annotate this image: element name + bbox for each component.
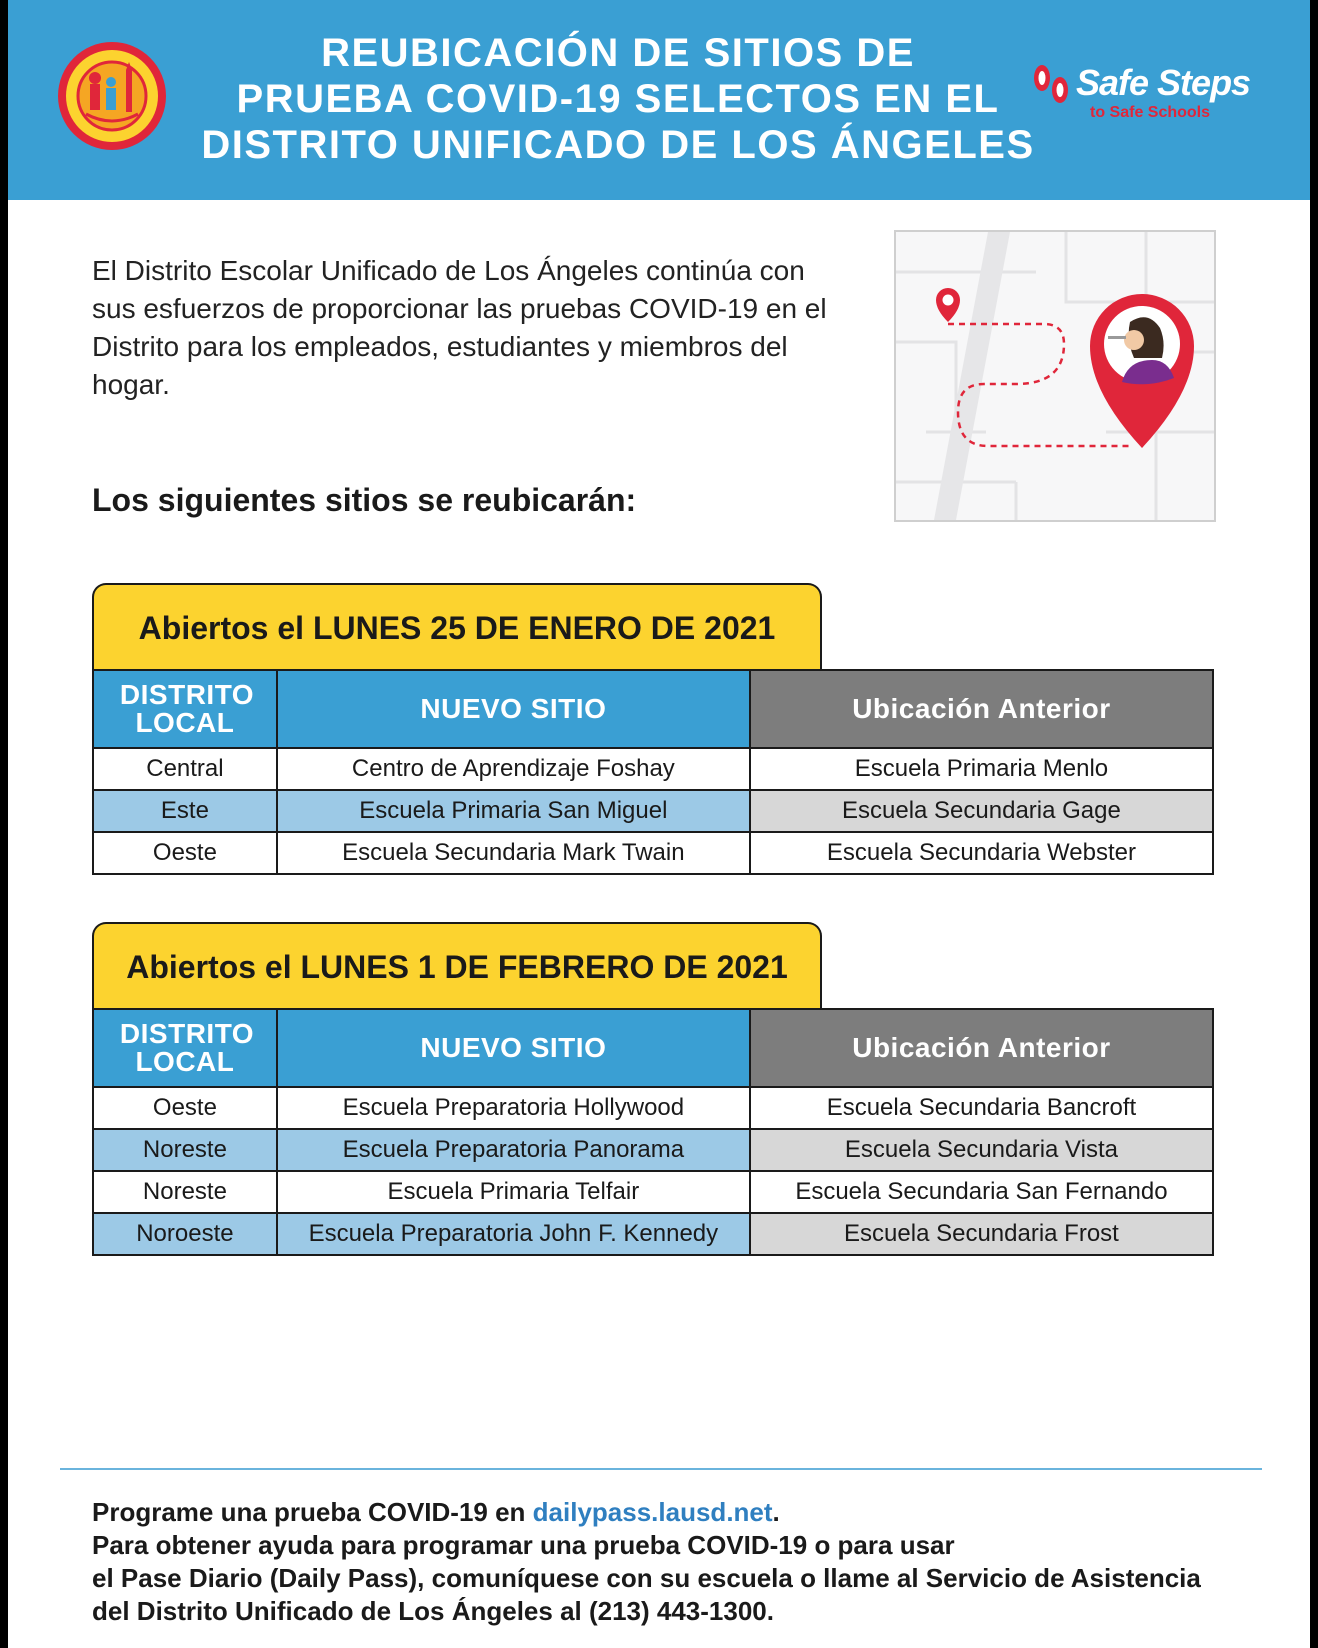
column-header-previous-location: Ubicación Anterior	[750, 670, 1213, 748]
footer-line	[92, 1496, 1272, 1529]
district-cell: Noreste	[93, 1129, 277, 1171]
footer-text	[92, 1496, 1272, 1628]
table-row	[93, 1087, 1213, 1129]
new-site-cell: Escuela Secundaria Mark Twain	[277, 832, 750, 874]
new-site-cell: Escuela Preparatoria Panorama	[277, 1129, 750, 1171]
new-site-cell: Escuela Preparatoria Hollywood	[277, 1087, 750, 1129]
footer-line: el Pase Diario (Daily Pass), comuníquese con su escuela o llame al Servicio de Asistencia	[92, 1563, 1201, 1593]
table-row	[93, 832, 1213, 874]
dailypass-link[interactable]: dailypass.lausd.net	[532, 1497, 773, 1527]
district-seal-icon	[56, 40, 168, 152]
district-cell: Noreste	[93, 1171, 277, 1213]
map-illustration	[894, 230, 1216, 522]
section-heading: Abiertos el LUNES 1 DE FEBRERO DE 2021	[92, 922, 822, 1010]
table-row	[93, 1171, 1213, 1213]
title-line: REUBICACIÓN DE SITIOS DE	[321, 31, 915, 75]
previous-location-cell: Escuela Secundaria Bancroft	[750, 1087, 1213, 1129]
title-line: PRUEBA COVID-19 SELECTOS EN EL	[236, 77, 1000, 121]
map-icon	[896, 232, 1214, 520]
previous-location-cell: Escuela Secundaria Gage	[750, 790, 1213, 832]
new-site-cell: Escuela Primaria Telfair	[277, 1171, 750, 1213]
new-site-cell: Escuela Primaria San Miguel	[277, 790, 750, 832]
column-header-district: DISTRITO LOCAL	[93, 1009, 277, 1087]
table-row	[93, 790, 1213, 832]
column-header-new-site: NUEVO SITIO	[277, 670, 750, 748]
brand-name: Safe Steps	[1076, 62, 1251, 103]
table-row	[93, 1129, 1213, 1171]
column-header-district: DISTRITO LOCAL	[93, 670, 277, 748]
footer-divider	[60, 1468, 1262, 1470]
section-heading: Abiertos el LUNES 25 DE ENERO DE 2021	[92, 583, 822, 671]
relocation-table	[92, 669, 1214, 875]
title-line: DISTRITO UNIFICADO DE LOS ÁNGELES	[201, 123, 1035, 167]
district-cell: Este	[93, 790, 277, 832]
district-cell: Oeste	[93, 832, 277, 874]
footer-line1-suffix: .	[772, 1497, 780, 1527]
previous-location-cell: Escuela Primaria Menlo	[750, 748, 1213, 790]
footprints-icon	[1030, 62, 1074, 108]
footer-line: Para obtener ayuda para programar una prueba COVID-19 o para usar	[92, 1530, 955, 1560]
table-header-row	[93, 1009, 1213, 1087]
footer-line: del Distrito Unificado de Los Ángeles al (213) 443-1300.	[92, 1596, 774, 1626]
previous-location-cell: Escuela Secundaria Vista	[750, 1129, 1213, 1171]
flyer-page	[8, 0, 1310, 1648]
safe-steps-logo	[1018, 58, 1280, 128]
new-site-cell: Centro de Aprendizaje Foshay	[277, 748, 750, 790]
column-header-previous-location: Ubicación Anterior	[750, 1009, 1213, 1087]
table-row	[93, 1213, 1213, 1255]
district-cell: Central	[93, 748, 277, 790]
intro-paragraph: El Distrito Escolar Unificado de Los Ángeles continúa con sus esfuerzos de proporcionar las pruebas COVID-19 en el Distrito para los empleados, estudiantes y miembros del hogar.	[92, 255, 827, 400]
relocation-table	[92, 1008, 1214, 1256]
relocation-subheading: Los siguientes sitios se reubicarán:	[92, 482, 637, 518]
previous-location-cell: Escuela Secundaria Webster	[750, 832, 1213, 874]
table-row	[93, 748, 1213, 790]
district-cell: Oeste	[93, 1087, 277, 1129]
column-header-new-site: NUEVO SITIO	[277, 1009, 750, 1087]
previous-location-cell: Escuela Secundaria Frost	[750, 1213, 1213, 1255]
table-header-row	[93, 670, 1213, 748]
header-banner	[8, 0, 1310, 200]
footer-line1-prefix: Programe una prueba COVID-19 en	[92, 1497, 533, 1527]
previous-location-cell: Escuela Secundaria San Fernando	[750, 1171, 1213, 1213]
district-cell: Noroeste	[93, 1213, 277, 1255]
page-title	[158, 30, 1078, 168]
new-site-cell: Escuela Preparatoria John F. Kennedy	[277, 1213, 750, 1255]
brand-tagline: to Safe Schools	[1090, 104, 1211, 121]
